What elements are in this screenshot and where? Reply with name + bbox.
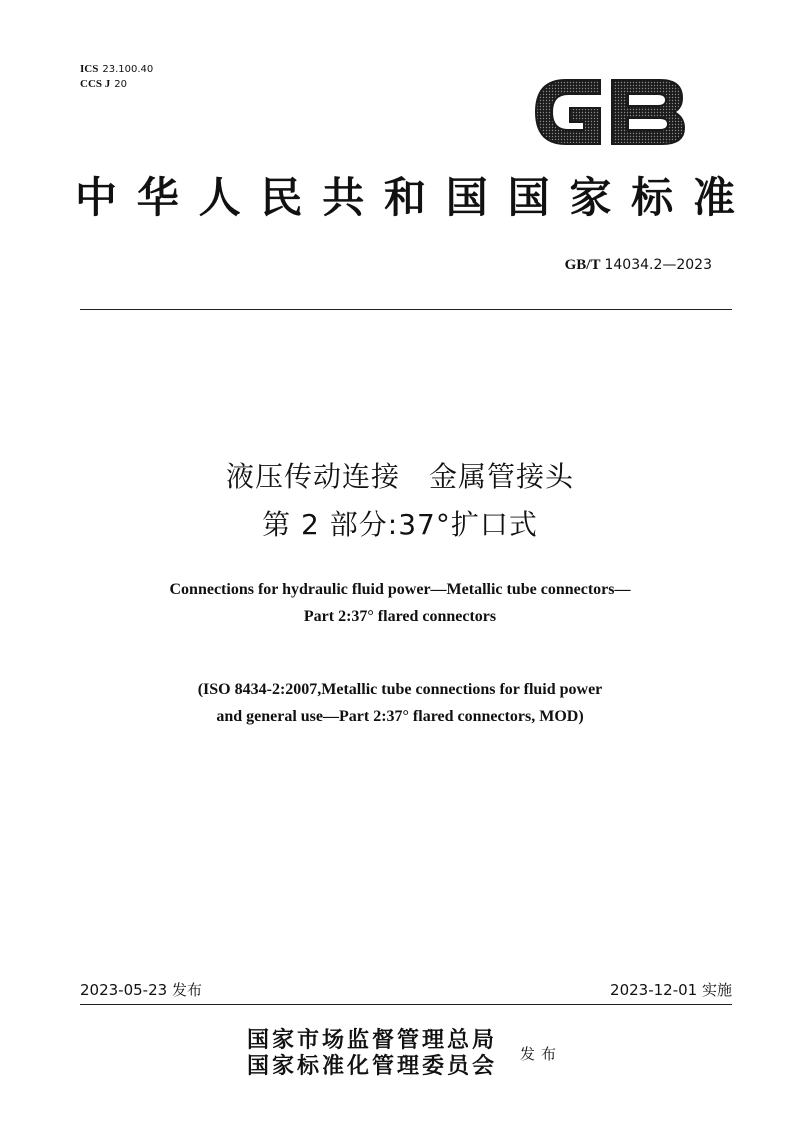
chinese-title-line-1: 液压传动连接 金属管接头 — [225, 460, 574, 493]
top-divider — [80, 309, 732, 310]
ics-code — [80, 62, 153, 77]
standard-number-value: 14034.2—2023 — [604, 257, 712, 273]
issuer-sac: 国家标准化管理委员会 — [247, 1053, 498, 1079]
heading-char: 人 — [198, 173, 241, 222]
classification-codes — [80, 62, 153, 92]
heading-char: 国 — [507, 173, 550, 222]
issuer-samr: 国家市场监督管理总局 — [247, 1027, 498, 1053]
implementation-date: 2023-12-01 实施 — [610, 981, 732, 999]
english-title-line-2: Part 2:37° flared connectors — [303, 608, 497, 625]
iso-reference-line-1: (ISO 8434-2:2007,Metallic tube connections for fluid power — [197, 681, 603, 698]
heading-char: 国 — [445, 173, 488, 222]
national-standard-heading — [75, 172, 735, 224]
standard-prefix: GB/T — [564, 257, 601, 273]
ics-label: ICS — [80, 63, 99, 75]
heading-char: 华 — [136, 173, 179, 222]
release-date: 2023-05-23 发布 — [80, 981, 202, 999]
issuing-authorities — [247, 1027, 497, 1079]
heading-char: 标 — [631, 173, 674, 222]
issue-label: 发布 — [520, 1045, 563, 1063]
heading-char: 中 — [75, 173, 118, 222]
heading-char: 共 — [322, 173, 365, 222]
heading-char: 和 — [383, 173, 426, 222]
ccs-label: CCS J — [80, 78, 111, 90]
ccs-value: 20 — [114, 79, 127, 90]
heading-char: 家 — [569, 173, 612, 222]
chinese-title-line-2: 第 2 部分:37°扩口式 — [262, 508, 538, 541]
iso-reference-line-2: and general use—Part 2:37° flared connectors, MOD) — [216, 708, 584, 725]
bottom-divider — [80, 1004, 732, 1005]
heading-char: 准 — [692, 173, 735, 222]
english-title-line-1: Connections for hydraulic fluid power—Metallic tube connectors— — [169, 581, 631, 598]
ics-value: 23.100.40 — [102, 64, 154, 75]
standard-number — [565, 255, 712, 275]
gb-logo — [530, 72, 690, 152]
ccs-code — [80, 77, 153, 92]
heading-char: 民 — [260, 173, 303, 222]
